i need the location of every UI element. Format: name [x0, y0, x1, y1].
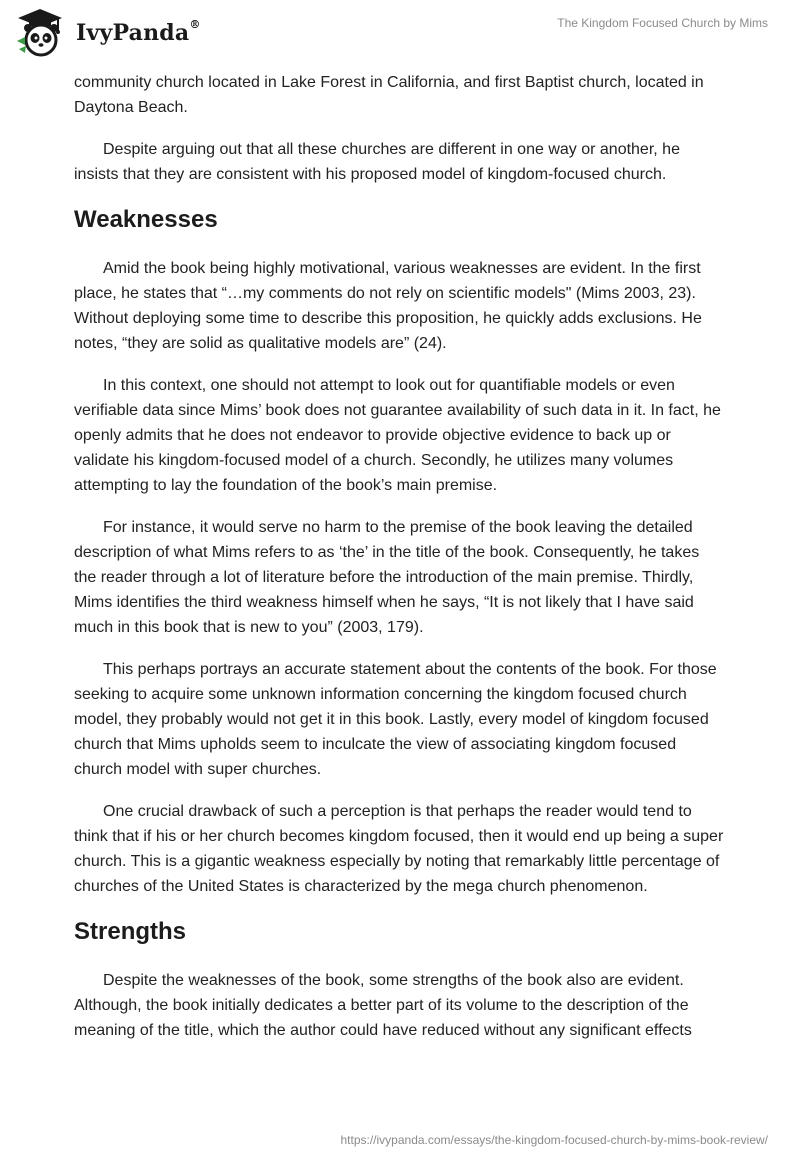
paragraph-strength-1: Despite the weaknesses of the book, some strengths of the book also are evident. Although, the book initially dedicates a better part of its volume to the description of the meaning of the title, which the author could have reduced without any significant effects — [74, 972, 692, 1039]
paragraph-weakness-2: In this context, one should not attempt to look out for quantifiable models or even verifiable data since Mims’ book does not guarantee availability of such data in it. In fact, he openly admits that he does not endeavor to provide objective evidence to back up or validate his kingdom-focused model of a church. Secondly, he utilizes many volumes attempting to lay the foundation of the book’s main premise. — [74, 377, 721, 494]
paragraph-intro: community church located in Lake Forest in California, and first Baptist church, located in Daytona Beach. — [74, 74, 704, 116]
panda-graduate-icon — [14, 7, 66, 57]
heading-weaknesses: Weaknesses — [74, 206, 218, 233]
paragraph-consistency: Despite arguing out that all these churches are different in one way or another, he insists that they are consistent with his proposed model of kingdom-focused church. — [74, 141, 680, 183]
document-title: The Kingdom Focused Church by Mims — [557, 16, 768, 30]
source-url[interactable]: https://ivypanda.com/essays/the-kingdom-focused-church-by-mims-book-review/ — [340, 1133, 768, 1147]
registered-mark: ® — [189, 18, 201, 31]
brand-text: IvyPanda — [76, 20, 190, 46]
paragraph-weakness-5: One crucial drawback of such a perception is that perhaps the reader would tend to think that if his or her church becomes kingdom focused, then it would end up being a super church. This is a gigantic weakness especially by noting that remarkably little percentage of churches of the United States is characterized by the mega church phenomenon. — [74, 803, 724, 895]
heading-strengths: Strengths — [74, 918, 187, 945]
paragraph-weakness-4: This perhaps portrays an accurate statement about the contents of the book. For those seeking to acquire some unknown information concerning the kingdom focused church model, they probably would not get it in this book. Lastly, every model of kingdom focused church that Mims upholds seem to inculcate the view of associating kingdom focused church model with super churches. — [74, 661, 717, 778]
article-body — [74, 70, 724, 1060]
paragraph-weakness-1: Amid the book being highly motivational, various weaknesses are evident. In the first place, he states that “…my comments do not rely on scientific models" (Mims 2003, 23). Without deploying some time to describe this proposition, he quickly adds exclusions. He notes, “they are solid as qualitative models are” (24). — [74, 260, 702, 352]
page-header — [0, 0, 800, 70]
ivypanda-logo[interactable] — [14, 8, 201, 56]
brand-name — [76, 20, 201, 46]
paragraph-weakness-3: For instance, it would serve no harm to the premise of the book leaving the detailed description of what Mims refers to as ‘the’ in the title of the book. Consequently, he takes the reader through a lot of literature before the introduction of the main premise. Thirdly, Mims identifies the third weakness himself when he says, “It is not likely that I have said much in this book that is new to you” (2003, 179). — [74, 519, 700, 636]
